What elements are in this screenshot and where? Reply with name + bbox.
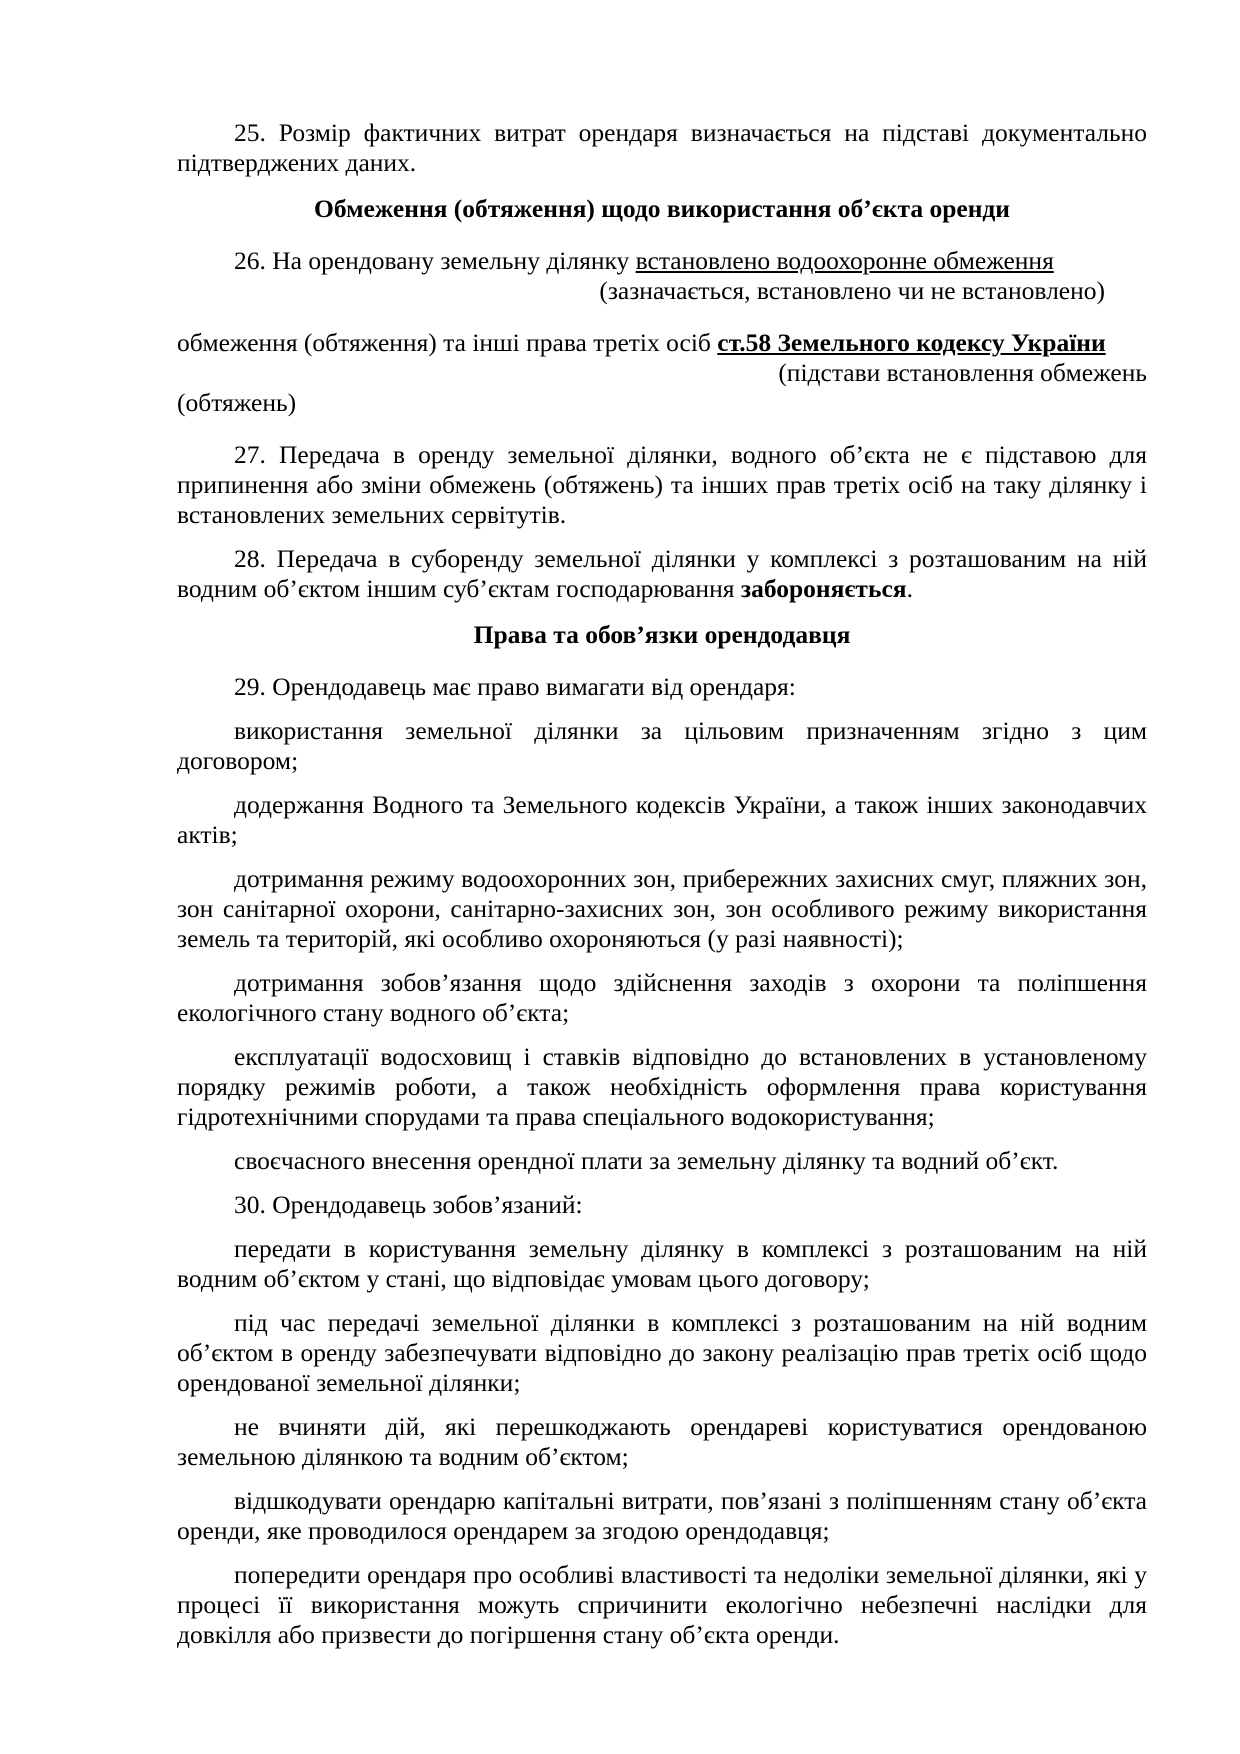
paragraph-29-item: дотримання зобов’язання щодо здійснення заходів з охорони та поліпшення екологічного стану водного об’єкта; xyxy=(177,968,1147,1027)
restriction-basis-hint: (підстави встановлення обмежень xyxy=(778,358,1147,387)
paragraph-30-item: відшкодувати орендарю капітальні витрати, пов’язані з поліпшенням стану об’єкта оренди, яке проводилося орендарем за згодою орендодавця; xyxy=(177,1486,1147,1545)
paragraph-30: 30. Орендодавець зобов’язаний: xyxy=(234,1190,583,1219)
paragraph-27: 27. Передача в оренду земельної ділянки, водного об’єкта не є підставою для припинення або зміни обмежень (обтяжень) та інших прав третіх осіб на таку ділянку і встановлених земельних сервітутів. xyxy=(177,440,1147,529)
paragraph-26-lead: 26. На орендовану земельну ділянку xyxy=(234,246,636,275)
paragraph-28-text: 28. Передача в суборенду земельної ділянки у комплексі з розташованим на ній водним об’єктом іншим суб’єктам господарювання xyxy=(177,544,1147,603)
paragraph-26-line2 xyxy=(177,328,1147,358)
paragraph-29-item: дотримання режиму водоохоронних зон, прибережних захисних смуг, пляжних зон, зон санітарної охорони, санітарно-захисних зон, зон особливого режиму використання земель та територій, які особливо охороняються (у разі наявності); xyxy=(177,864,1147,953)
paragraph-30-item: попередити орендаря про особливі властивості та недоліки земельної ділянки, які у процесі її використання можуть спричинити екологічно небезпечні наслідки для довкілля або призвести до погіршення стану об’єкта оренди. xyxy=(177,1560,1147,1649)
restriction-basis-value: ст.58 Земельного кодексу України xyxy=(717,328,1106,357)
paragraph-28-end: . xyxy=(906,574,913,603)
paragraph-28 xyxy=(177,544,1147,604)
restriction-basis-hint-tail: (обтяжень) xyxy=(177,388,297,417)
paragraph-29-item: експлуатації водосховищ і ставків відповідно до встановлених в установленому порядку режимів роботи, а також необхідність оформлення права користування гідротехнічними спорудами та права спеціального водокористування; xyxy=(177,1042,1147,1131)
paragraph-25: 25. Розмір фактичних витрат орендаря визначається на підставі документально підтверджених даних. xyxy=(177,118,1147,177)
paragraph-30-item: під час передачі земельної ділянки в комплексі з розташованим на ній водним об’єктом в оренду забезпечувати відповідно до закону реалізацію прав третіх осіб щодо орендованої земельної ділянки; xyxy=(177,1308,1147,1397)
document-body xyxy=(177,118,1147,1664)
section-heading-restrictions: Обмеження (обтяження) щодо використання об’єкта оренди xyxy=(314,194,1010,223)
paragraph-30-item: передати в користування земельну ділянку в комплексі з розташованим на ній водним об’єктом у стані, що відповідає умовам цього договору; xyxy=(177,1234,1147,1293)
paragraph-29-item: своєчасного внесення орендної плати за земельну ділянку та водний об’єкт. xyxy=(234,1146,1059,1175)
paragraph-26-line2-lead: обмеження (обтяження) та інші права третіх осіб xyxy=(177,328,718,357)
paragraph-30-item: не вчиняти дій, які перешкоджають орендареві користуватися орендованою земельною ділянкою та водним об’єктом; xyxy=(177,1412,1147,1471)
paragraph-29-item: додержання Водного та Земельного кодексів України, а також інших законодавчих актів; xyxy=(177,790,1147,849)
paragraph-26-line1 xyxy=(177,246,1147,276)
section-heading-rights: Права та обов’язки орендодавця xyxy=(473,620,851,649)
paragraph-28-bold: забороняється xyxy=(740,574,907,603)
restriction-status-value: встановлено водоохоронне обмеження xyxy=(635,246,1054,275)
restriction-status-hint: (зазначається, встановлено чи не встановлено) xyxy=(599,276,1105,305)
paragraph-29-item: використання земельної ділянки за цільовим призначенням згідно з цим договором; xyxy=(177,716,1147,775)
paragraph-29: 29. Орендодавець має право вимагати від орендаря: xyxy=(234,672,796,701)
